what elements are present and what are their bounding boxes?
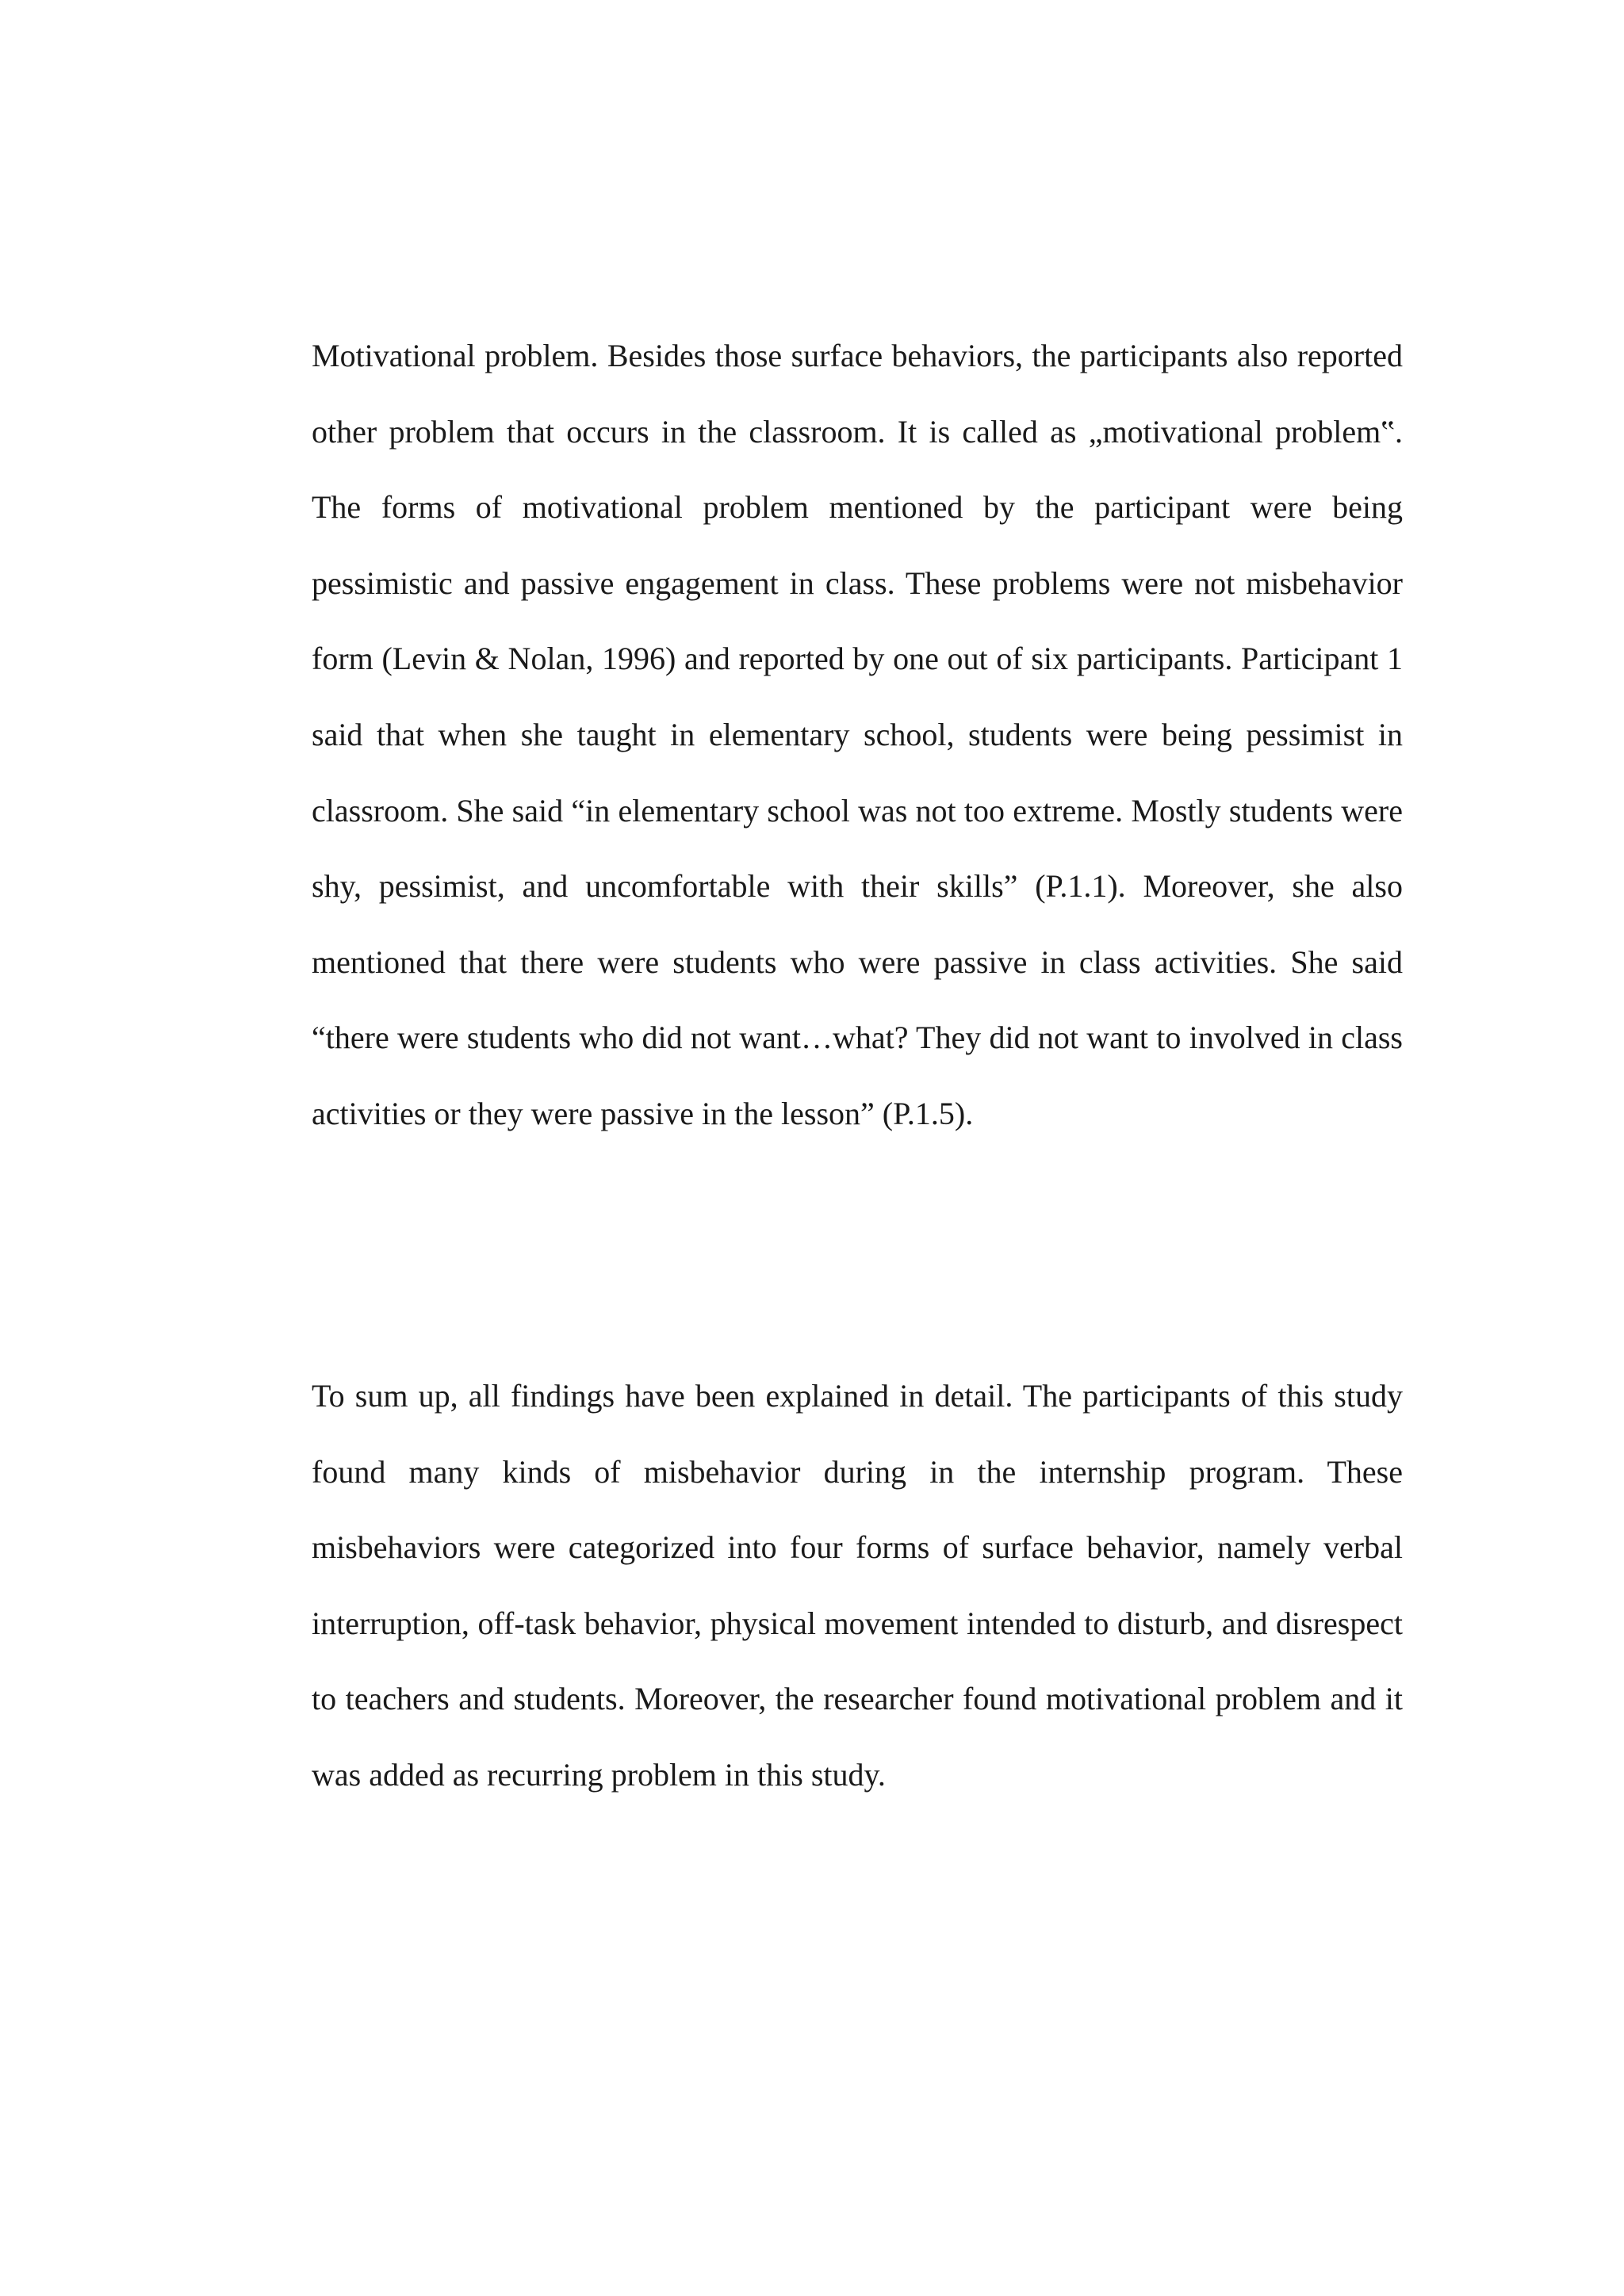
- paragraph-summary: To sum up, all findings have been explained in detail. The participants of this study found many kinds of misbehavior during in the internship program. These misbehaviors were categorized into four forms of surface behavior, namely verbal interruption, off-task behavior, physical movement intended to disturb, and disrespect to teachers and students. Moreover, the researcher found motivational problem and it was added as recurring problem in this study.: [312, 1378, 1403, 1793]
- paragraph-motivational-problem: Motivational problem. Besides those surface behaviors, the participants also reported other problem that occurs in the classroom. It is called as „motivational problem‟. The forms of motivational problem mentioned by the participant were being pessimistic and passive engagement in class. These problems were not misbehavior form (Levin & Nolan, 1996) and reported by one out of six participants. Participant 1 said that when she taught in elementary school, students were being pessimist in classroom. She said “in elementary school was not too extreme. Mostly students were shy, pessimist, and uncomfortable with their skills” (P.1.1). Moreover, she also mentioned that there were students who were passive in class activities. She said “there were students who did not want…what? They did not want to involved in class activities or they were passive in the lesson” (P.1.5).: [312, 338, 1403, 1131]
